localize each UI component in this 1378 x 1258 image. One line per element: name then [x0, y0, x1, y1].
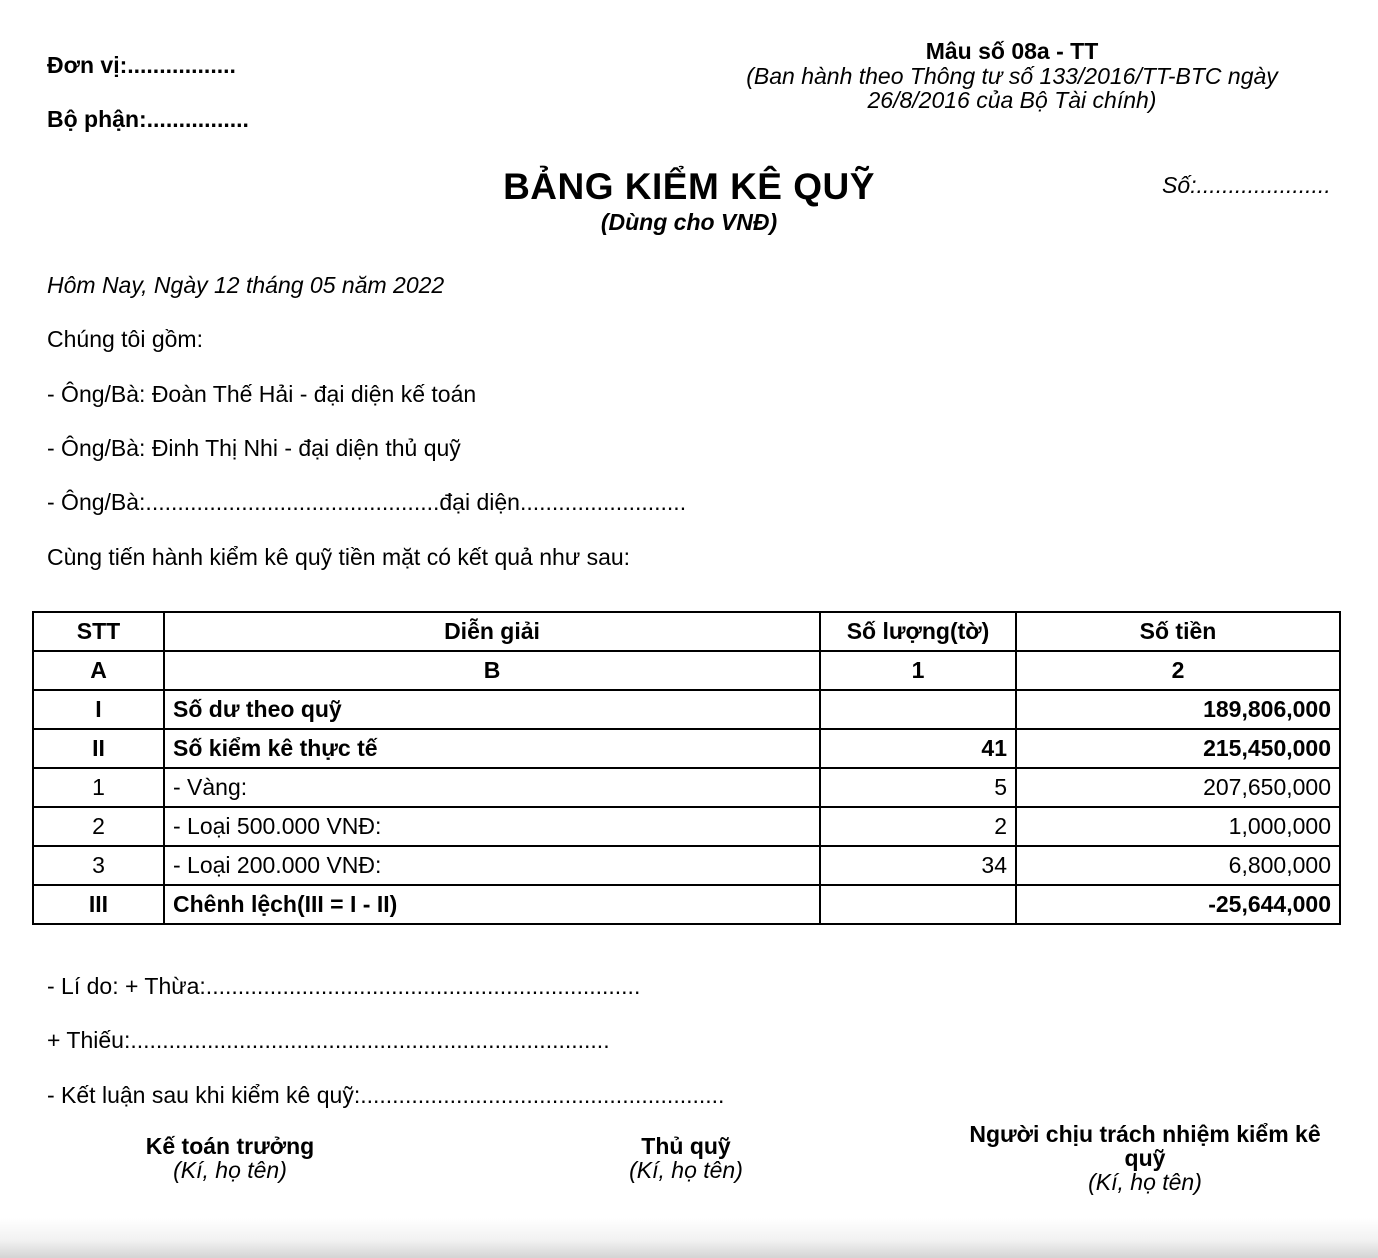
row-amount: 6,800,000: [1016, 846, 1340, 885]
row-stt: 2: [33, 807, 164, 846]
document-subtitle: (Dùng cho VNĐ): [600, 209, 778, 235]
department-label: Bộ phận:................: [47, 106, 249, 132]
signature-title: Người chịu trách nhiệm kiểm kê quỹ: [969, 1121, 1321, 1171]
row-description: - Loại 500.000 VNĐ:: [164, 807, 820, 846]
table-row: [33, 729, 1340, 768]
header-description: Diễn giải: [164, 612, 820, 651]
row-description: Số dư theo quỹ: [164, 690, 820, 729]
subheader-a: A: [33, 651, 164, 690]
document-title: BẢNG KIỂM KÊ QUỸ: [503, 166, 875, 207]
row-description: Chênh lệch(III = I - II): [164, 885, 820, 924]
row-quantity: [820, 885, 1016, 924]
signature-chief-accountant: [120, 1134, 340, 1182]
row-stt: II: [33, 729, 164, 768]
row-description: - Loại 200.000 VNĐ:: [164, 846, 820, 885]
unit-label: Đơn vị:.................: [47, 52, 236, 78]
table-row: [33, 807, 1340, 846]
row-amount: 207,650,000: [1016, 768, 1340, 807]
header-quantity: Số lượng(tờ): [820, 612, 1016, 651]
signature-responsible-person: [950, 1122, 1340, 1194]
reason-surplus: - Lí do: + Thừa:....................................................................: [47, 973, 641, 999]
row-description: - Vàng:: [164, 768, 820, 807]
row-amount: 189,806,000: [1016, 690, 1340, 729]
header-stt: STT: [33, 612, 164, 651]
subheader-2: 2: [1016, 651, 1340, 690]
page-bottom-shadow: [0, 1218, 1378, 1258]
table-row: [33, 690, 1340, 729]
table-row: [33, 885, 1340, 924]
signature-note: (Kí, họ tên): [173, 1157, 287, 1183]
row-description: Số kiểm kê thực tế: [164, 729, 820, 768]
table-header-row: [33, 612, 1340, 651]
member-1: - Ông/Bà: Đoàn Thế Hải - đại diện kế toán: [47, 381, 477, 407]
row-quantity: 2: [820, 807, 1016, 846]
row-quantity: [820, 690, 1016, 729]
row-stt: 3: [33, 846, 164, 885]
member-2: - Ông/Bà: Đinh Thị Nhi - đại diện thủ quỹ: [47, 435, 461, 461]
header-amount: Số tiền: [1016, 612, 1340, 651]
row-amount: 1,000,000: [1016, 807, 1340, 846]
form-issuance-note: (Ban hành theo Thông tư số 133/2016/TT-BTC ngày 26/8/2016 của Bộ Tài chính): [746, 63, 1278, 113]
row-quantity: 5: [820, 768, 1016, 807]
intro-text: Chúng tôi gồm:: [47, 326, 203, 352]
subheader-1: 1: [820, 651, 1016, 690]
document-number: Số:.....................: [1162, 172, 1331, 198]
form-info: [700, 38, 1324, 112]
table-row: [33, 768, 1340, 807]
row-amount: 215,450,000: [1016, 729, 1340, 768]
subheader-b: B: [164, 651, 820, 690]
date-line: Hôm Nay, Ngày 12 tháng 05 năm 2022: [47, 272, 445, 298]
form-code: Mâu số 08a - TT: [925, 38, 1099, 64]
member-3: - Ông/Bà:..............................................đại diện..........................: [47, 489, 687, 515]
reason-deficit: + Thiếu:...........................................................................: [47, 1027, 610, 1053]
row-quantity: 41: [820, 729, 1016, 768]
row-quantity: 34: [820, 846, 1016, 885]
conclusion: - Kết luận sau khi kiểm kê quỹ:.........................................................: [47, 1082, 725, 1108]
signature-note: (Kí, họ tên): [1088, 1169, 1202, 1195]
row-stt: III: [33, 885, 164, 924]
row-amount: -25,644,000: [1016, 885, 1340, 924]
cash-count-table: [32, 611, 1341, 925]
table-row: [33, 846, 1340, 885]
signature-cashier: [586, 1134, 786, 1182]
table-subheader-row: [33, 651, 1340, 690]
row-stt: 1: [33, 768, 164, 807]
signature-note: (Kí, họ tên): [629, 1157, 743, 1183]
row-stt: I: [33, 690, 164, 729]
signature-title: Kế toán trưởng: [145, 1133, 315, 1159]
signature-title: Thủ quỹ: [641, 1133, 731, 1159]
proceed-text: Cùng tiến hành kiểm kê quỹ tiền mặt có kết quả như sau:: [47, 544, 631, 570]
